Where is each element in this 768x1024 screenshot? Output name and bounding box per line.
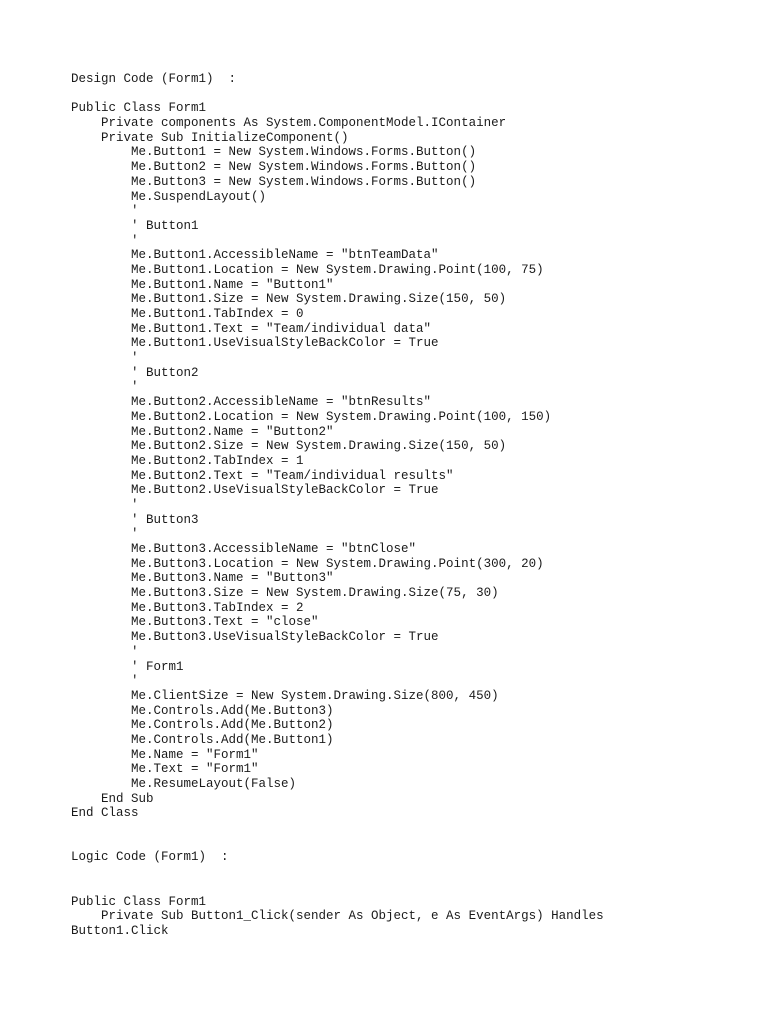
code-line: '	[71, 644, 139, 659]
code-line: Me.Button1.Size = New System.Drawing.Size(150, 50)	[71, 292, 507, 307]
code-line: '	[71, 527, 139, 542]
code-line: ' Button1	[71, 218, 199, 233]
code-line: Me.Button3.Text = "close"	[71, 615, 319, 630]
code-line: Me.Button2.UseVisualStyleBackColor = True	[71, 483, 439, 498]
code-line: '	[71, 351, 139, 366]
code-line: End Sub	[71, 791, 154, 806]
code-line: Private components As System.ComponentModel.IContainer	[71, 116, 507, 131]
code-line: Me.Button3.Name = "Button3"	[71, 571, 334, 586]
code-line: Me.Button3.Size = New System.Drawing.Size(75, 30)	[71, 586, 499, 601]
code-line: Me.Button1.Location = New System.Drawing.Point(100, 75)	[71, 262, 544, 277]
code-listing	[71, 72, 604, 939]
code-line: Public Class Form1	[71, 101, 207, 116]
code-line: ' Button2	[71, 365, 199, 380]
code-line: Me.Button3.AccessibleName = "btnClose"	[71, 542, 417, 556]
code-line: '	[71, 380, 139, 395]
code-line: Public Class Form1	[71, 894, 207, 909]
code-line: Me.Button2.Name = "Button2"	[71, 424, 334, 439]
code-line: End Class	[71, 806, 139, 821]
code-line: Me.Button2.Size = New System.Drawing.Size(150, 50)	[71, 439, 507, 454]
code-line	[71, 880, 604, 895]
code-line: Private Sub Button1_Click(sender As Object, e As EventArgs) Handles	[71, 909, 604, 924]
code-line: Me.Button3.UseVisualStyleBackColor = True	[71, 630, 439, 645]
code-line: ' Button3	[71, 512, 199, 527]
code-line	[71, 836, 604, 851]
code-line: Me.Button2.AccessibleName = "btnResults"	[71, 395, 432, 410]
code-line: Design Code (Form1) :	[71, 72, 237, 86]
code-line: Me.Button2.Location = New System.Drawing.Point(100, 150)	[71, 409, 552, 424]
code-line: Me.ResumeLayout(False)	[71, 777, 297, 791]
code-line: Logic Code (Form1) :	[71, 850, 229, 865]
code-line: Me.Button1.TabIndex = 0	[71, 307, 304, 321]
code-line: Me.Button1.UseVisualStyleBackColor = True	[71, 336, 439, 351]
code-line: Button1.Click	[71, 923, 169, 938]
code-line: Me.Controls.Add(Me.Button3)	[71, 703, 334, 718]
code-line: '	[71, 674, 139, 689]
code-line: Me.ClientSize = New System.Drawing.Size(800, 450)	[71, 688, 499, 703]
code-line	[71, 865, 604, 880]
code-line: '	[71, 204, 139, 219]
code-line: Me.Name = "Form1"	[71, 747, 259, 762]
code-line: Me.Button3.TabIndex = 2	[71, 600, 304, 615]
code-line: Me.Button2.TabIndex = 1	[71, 453, 304, 468]
code-line	[71, 87, 604, 102]
code-line: Me.Button2 = New System.Windows.Forms.Button()	[71, 160, 477, 175]
code-line: Me.SuspendLayout()	[71, 189, 267, 204]
code-line	[71, 821, 604, 836]
code-line: '	[71, 233, 139, 248]
code-line: Me.Button1.AccessibleName = "btnTeamData"	[71, 248, 439, 263]
code-line: Me.Text = "Form1"	[71, 762, 259, 777]
code-line: Me.Button1.Name = "Button1"	[71, 277, 334, 292]
code-line: '	[71, 497, 139, 512]
code-line: Me.Controls.Add(Me.Button1)	[71, 732, 334, 747]
code-line: Me.Button3.Location = New System.Drawing.Point(300, 20)	[71, 556, 544, 571]
code-line: Private Sub InitializeComponent()	[71, 130, 349, 145]
code-line: Me.Button1 = New System.Windows.Forms.Button()	[71, 145, 477, 160]
code-line: ' Form1	[71, 659, 184, 674]
code-line: Me.Button2.Text = "Team/individual results"	[71, 468, 454, 483]
code-line: Me.Controls.Add(Me.Button2)	[71, 718, 334, 733]
code-line: Me.Button3 = New System.Windows.Forms.Button()	[71, 174, 477, 189]
code-line: Me.Button1.Text = "Team/individual data"	[71, 321, 432, 336]
